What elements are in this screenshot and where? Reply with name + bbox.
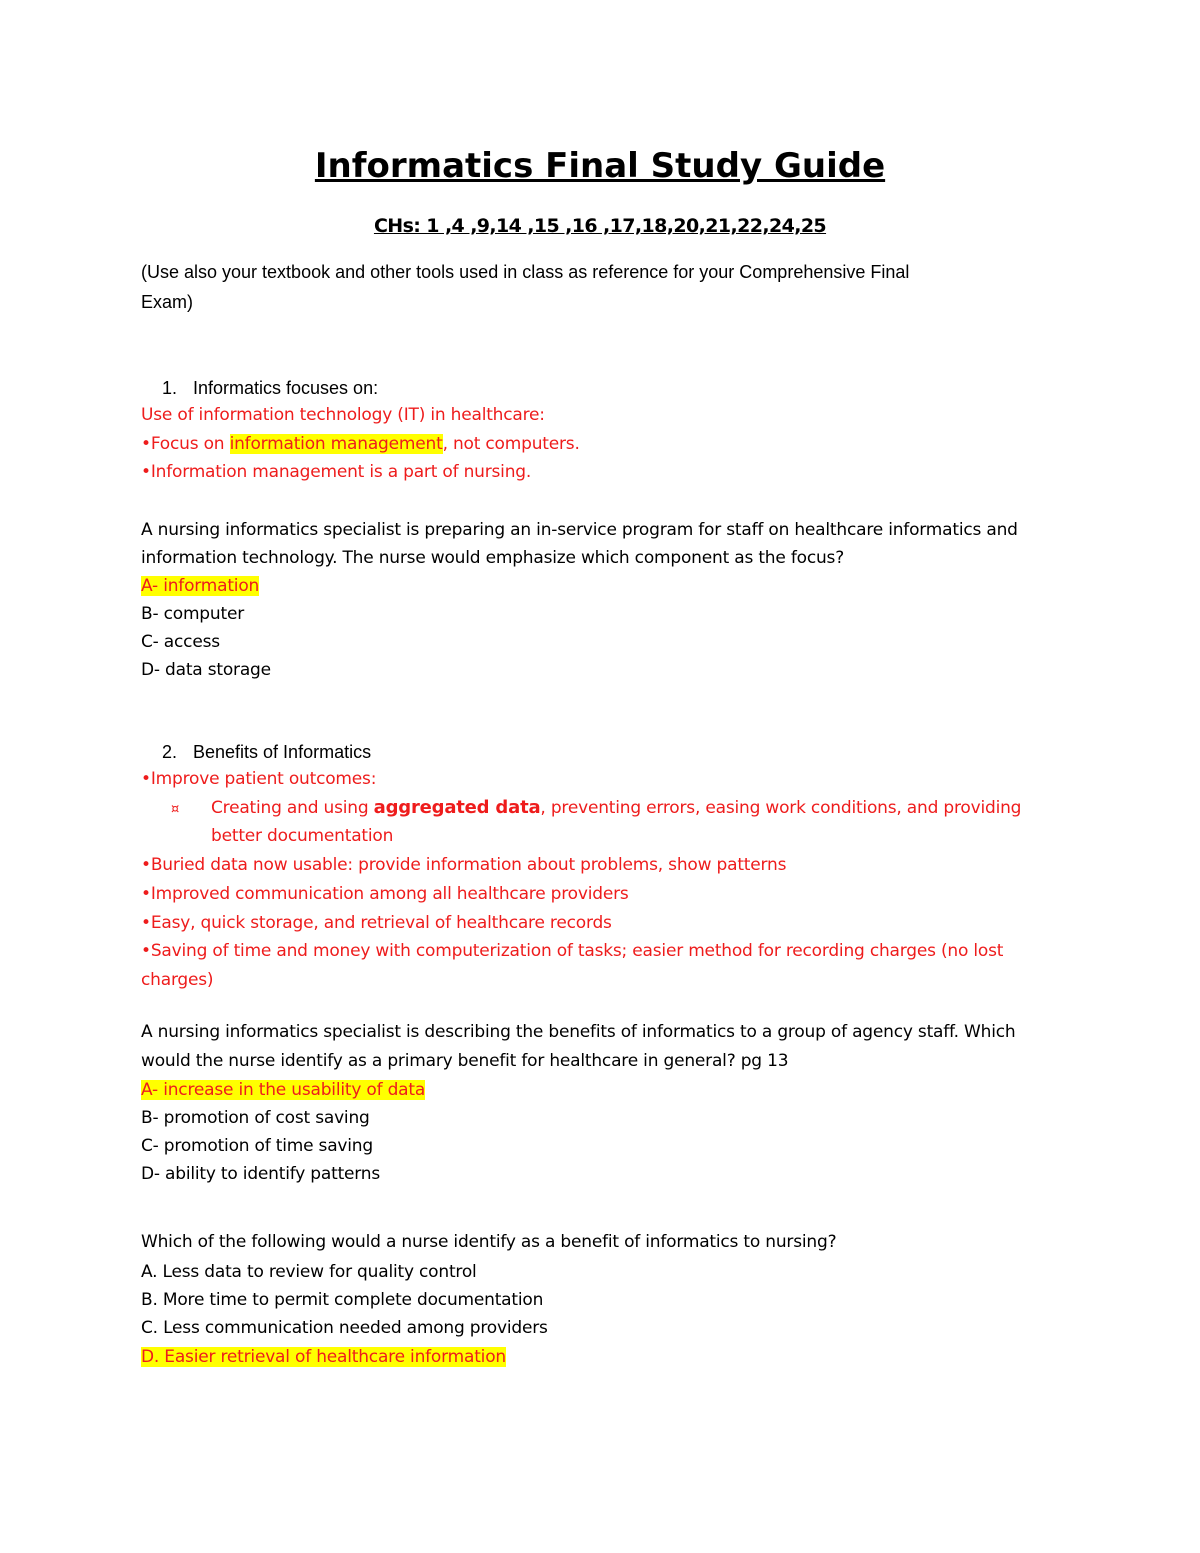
answer-option <box>141 1343 506 1371</box>
answer-option: B. More time to permit complete documentation <box>141 1290 544 1310</box>
sub-text: Creating and using <box>211 798 374 818</box>
question-3-line-1: Which of the following would a nurse identify as a benefit of informatics to nursing? <box>141 1232 837 1252</box>
answer-option: D- data storage <box>141 660 271 680</box>
answer-option: B- promotion of cost saving <box>141 1108 370 1128</box>
correct-answer: A- increase in the usability of data <box>141 1080 426 1100</box>
answer-option: B- computer <box>141 604 244 624</box>
list-number: 1. <box>161 378 177 398</box>
answer-option <box>141 1076 425 1104</box>
answer-option <box>141 572 259 600</box>
point-text: , not computers. <box>442 434 580 454</box>
benefit-saving-line-1: •Saving of time and money with computerization of tasks; easier method for recording charges (no lost <box>141 941 1004 961</box>
sub-bullet-line-2: better documentation <box>211 826 394 846</box>
answer-option: A. Less data to review for quality control <box>141 1262 477 1282</box>
answer-option: C- access <box>141 632 220 652</box>
heading-text: Informatics focuses on: <box>193 378 379 398</box>
point-focus <box>141 430 580 458</box>
answer-option: C. Less communication needed among providers <box>141 1318 548 1338</box>
correct-answer: D. Easier retrieval of healthcare information <box>141 1347 506 1367</box>
intro-line-2: Exam) <box>141 292 194 312</box>
bold-term: aggregated data <box>373 797 541 818</box>
question-2-line-2: would the nurse identify as a primary benefit for healthcare in general? pg 13 <box>141 1051 789 1071</box>
point-nursing: •Information management is a part of nursing. <box>141 462 532 482</box>
list-number: 2. <box>161 742 177 762</box>
highlighted-term: information management <box>229 434 443 454</box>
question-1-line-1: A nursing informatics specialist is preparing an in-service program for staff on healthcare informatics and <box>141 520 1018 540</box>
sub-bullet-line-1 <box>171 794 1021 824</box>
page-title: Informatics Final Study Guide <box>314 146 886 186</box>
question-1-line-2: information technology. The nurse would emphasize which component as the focus? <box>141 548 845 568</box>
heading-text: Benefits of Informatics <box>193 742 372 762</box>
point-it-healthcare: Use of information technology (IT) in healthcare: <box>141 405 545 425</box>
section-1-heading <box>141 374 378 402</box>
benefit-communication: •Improved communication among all healthcare providers <box>141 884 629 904</box>
point-text: •Focus on <box>141 434 230 454</box>
answer-option: C- promotion of time saving <box>141 1136 373 1156</box>
benefit-buried-data: •Buried data now usable: provide information about problems, show patterns <box>141 855 787 875</box>
benefit-saving-line-2: charges) <box>141 970 214 990</box>
intro-line-1: (Use also your textbook and other tools used in class as reference for your Comprehensive Final <box>141 262 910 282</box>
benefit-storage: •Easy, quick storage, and retrieval of healthcare records <box>141 913 612 933</box>
square-bullet-icon: ¤ <box>171 802 180 817</box>
section-2-heading <box>141 738 371 766</box>
correct-answer: A- information <box>141 576 260 596</box>
question-2-line-1: A nursing informatics specialist is describing the benefits of informatics to a group of agency staff. Which <box>141 1022 1016 1042</box>
sub-text: , preventing errors, easing work conditions, and providing <box>540 798 1022 818</box>
benefit-outcomes: •Improve patient outcomes: <box>141 769 377 789</box>
chapters-list: CHs: 1 ,4 ,9,14 ,15 ,16 ,17,18,20,21,22,24,25 <box>373 215 827 237</box>
answer-option: D- ability to identify patterns <box>141 1164 381 1184</box>
